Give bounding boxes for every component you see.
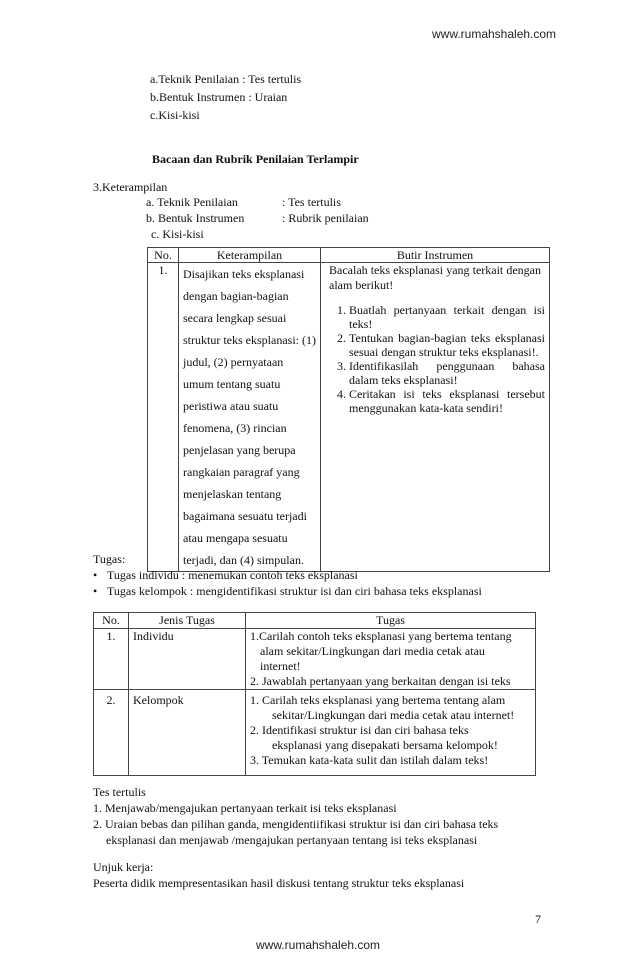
header-site: www.rumahshaleh.com [432, 27, 557, 41]
performance-heading: Unjuk kerja: [93, 860, 154, 874]
col-no: No. [148, 248, 179, 263]
row-no: 1. [148, 263, 179, 572]
skill-a-value: : Tes tertulis [282, 195, 341, 209]
col-skill: Keterampilan [179, 248, 321, 263]
instrument-item: 3. Identifikasilah penggunaan bahasa dalam teks eksplanasi! [349, 359, 545, 387]
row-instrument [321, 263, 550, 572]
page-number: 7 [535, 912, 541, 926]
instrument-item: 4. Ceritakan isi teks eksplanasi tersebut menggunakan kata-kata sendiri! [349, 387, 545, 415]
task-table [93, 612, 536, 776]
footer-site: www.rumahshaleh.com [256, 938, 381, 952]
row-tasks [246, 690, 536, 776]
row-type: Individu [129, 629, 246, 690]
instrument-item: 2. Tentukan bagian-bagian teks eksplanasi sesuai dengan struktur teks eksplanasi!. [349, 331, 545, 359]
row-tasks [246, 629, 536, 690]
row-no: 1. [94, 629, 129, 690]
task-line: 2. Identifikasi struktur isi dan ciri bahasa teks [250, 723, 469, 737]
task-bullet-group: • Tugas kelompok : mengidentifikasi struktur isi dan ciri bahasa teks eksplanasi [93, 584, 482, 599]
task-line: 1. Carilah teks eksplanasi yang bertema tentang alam [250, 693, 506, 707]
task-bullet-individual: • Tugas individu : menemukan contoh teks eksplanasi [93, 568, 358, 583]
task-line: internet! [260, 659, 301, 673]
knowledge-item-a: a.Teknik Penilaian : Tes tertulis [150, 72, 302, 86]
task-line: 2. Jawablah pertanyaan yang berkaitan dengan isi teks [250, 674, 511, 688]
col-no: No. [94, 613, 129, 629]
performance-line: Peserta didik mempresentasikan hasil diskusi tentang struktur teks eksplanasi [93, 876, 465, 890]
skill-b-value: : Rubrik penilaian [282, 211, 369, 225]
task-line: 3. Temukan kata-kata sulit dan istilah dalam teks! [250, 753, 489, 767]
skill-heading: 3.Keterampilan [93, 180, 168, 194]
task-line: alam sekitar/Lingkungan dari media cetak atau [260, 644, 485, 658]
skill-b-label: b. Bentuk Instrumen [146, 211, 245, 225]
written-test-line-1: 1. Menjawab/mengajukan pertanyaan terkait isi teks eksplanasi [93, 801, 397, 815]
tasks-heading: Tugas: [93, 552, 126, 566]
skill-table [147, 247, 550, 572]
knowledge-item-b: b.Bentuk Instrumen : Uraian [150, 90, 288, 104]
skill-c-label: c. Kisi-kisi [151, 227, 204, 241]
skill-a-label: a. Teknik Penilaian [146, 195, 238, 209]
instrument-item: 1. Buatlah pertanyaan terkait dengan isi teks! [349, 303, 545, 331]
rubric-note: Bacaan dan Rubrik Penilaian Terlampir [152, 152, 359, 166]
written-test-heading: Tes tertulis [93, 785, 146, 799]
written-test-line-3: eksplanasi dan menjawab /mengajukan pertanyaan tentang isi teks eksplanasi [106, 833, 478, 847]
task-line: sekitar/Lingkungan dari media cetak atau internet! [272, 708, 515, 722]
written-test-line-2: 2. Uraian bebas dan pilihan ganda, mengidentiifikasi struktur isi dan ciri bahasa teks [93, 817, 499, 831]
col-type: Jenis Tugas [129, 613, 246, 629]
row-skill: Disajikan teks eksplanasi dengan bagian-bagian secara lengkap sesuai struktur teks eksplanasi: (1) judul, (2) pernyataan umum tentang suatu peristiwa atau suatu fenomena, (3) rincian penjelasan yang berupa rangkaian paragraf yang menjelaskan tentang bagaimana sesuatu terjadi atau mengapa sesuatu terjadi, dan (4) simpulan. [179, 263, 321, 572]
col-task: Tugas [246, 613, 536, 629]
task-line: eksplanasi yang disepakati bersama kelompok! [272, 738, 498, 752]
instrument-intro: Bacalah teks eksplanasi yang terkait dengan alam berikut! [329, 263, 541, 292]
row-type: Kelompok [129, 690, 246, 776]
knowledge-item-c: c.Kisi-kisi [150, 108, 200, 122]
row-no: 2. [94, 690, 129, 776]
task-line: 1.Carilah contoh teks eksplanasi yang bertema tentang [250, 629, 512, 643]
col-instrument: Butir Instrumen [321, 248, 550, 263]
